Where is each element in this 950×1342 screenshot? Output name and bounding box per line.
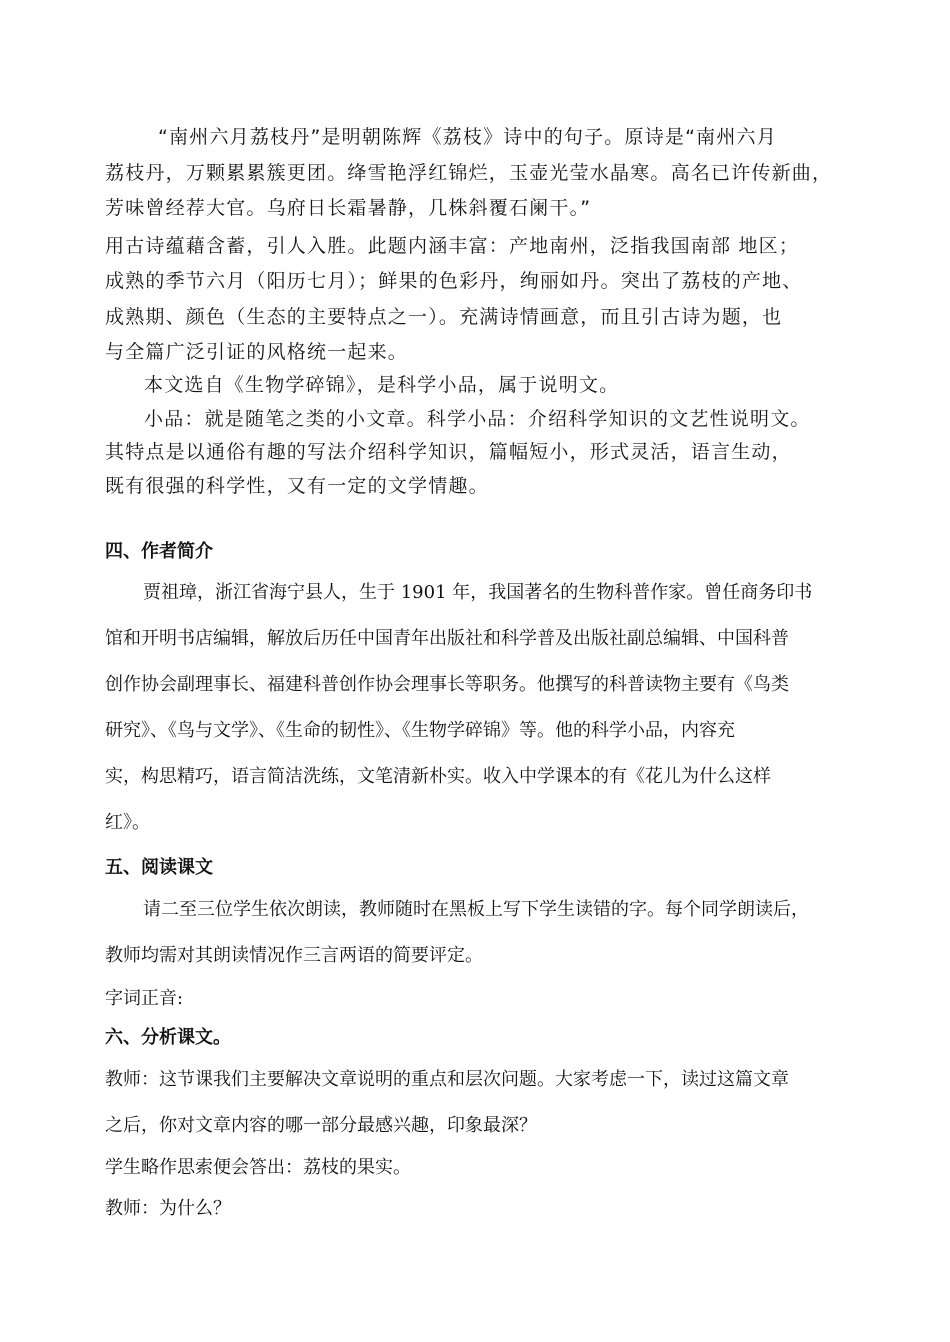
paragraph-line: 红》。 <box>105 812 150 833</box>
section-heading-read: 五、阅读课文 <box>105 857 213 878</box>
scan-line: 荔枝丹，万颗累累簇更团。绛雪艳浮红锦烂，玉壶光莹水晶寒。高名已许传新曲， <box>105 162 833 184</box>
section-heading-author: 四、作者简介 <box>105 541 213 562</box>
paragraph-line: 之后，你对文章内容的哪一部分最感兴趣，印象最深？ <box>105 1115 537 1136</box>
scan-line: 与全篇广泛引证的风格统一起来。 <box>105 341 409 363</box>
paragraph-line: 请二至三位学生依次朗读，教师随时在黑板上写下学生读错的字。每个同学朗读后， <box>143 899 809 920</box>
paragraph-line: 教师：为什么？ <box>105 1198 231 1219</box>
paragraph-line: 实，构思精巧，语言简洁洗练，文笔清新朴实。收入中学课本的有《花儿为什么这样 <box>105 766 771 787</box>
paragraph-line: 创作协会副理事长、福建科普创作协会理事长等职务。他撰写的科普读物主要有《鸟类 <box>105 674 789 695</box>
paragraph-line: 教师均需对其朗读情况作三言两语的简要评定。 <box>105 945 483 966</box>
scan-line: 用古诗蕴藉含蓄，引人入胜。此题内涵丰富：产地南州，泛指我国南部 地区； <box>105 235 800 257</box>
scan-line: 芳味曾经荐大官。乌府日长霜暑静，几株斜覆石阑干。” <box>105 197 592 219</box>
scan-line: 小品：就是随笔之类的小文章。科学小品：介绍科学知识的文艺性说明文。 <box>144 408 811 430</box>
scan-line: 成熟期、颜色（生态的主要特点之一）。充满诗情画意，而且引古诗为题，也 <box>105 306 783 328</box>
paragraph-line: 学生略作思索便会答出：荔枝的果实。 <box>105 1157 411 1178</box>
scan-line: 本文选自《生物学碎锦》，是科学小品，属于说明文。 <box>144 374 620 396</box>
paragraph-line: 教师：这节课我们主要解决文章说明的重点和层次问题。大家考虑一下，读过这篇文章 <box>105 1069 789 1090</box>
paragraph-line: 馆和开明书店编辑，解放后历任中国青年出版社和科学普及出版社副总编辑、中国科普 <box>105 628 789 649</box>
paragraph-line: 研究》、《鸟与文学》、《生命的韧性》、《生物学碎锦》等。他的科学小品，内容充 <box>105 720 735 741</box>
section-heading-analysis: 六、分析课文。 <box>105 1027 231 1048</box>
scan-line: “南州六月荔枝丹”是明朝陈辉《荔枝》诗中的句子。原诗是“南州六月 <box>158 126 777 148</box>
scan-line: 其特点是以通俗有趣的写法介绍科学知识，篇幅短小，形式灵活，语言生动， <box>105 441 792 463</box>
paragraph-line: 贾祖璋，浙江省海宁县人，生于 1901 年，我国著名的生物科普作家。曾任商务印书 <box>143 582 813 603</box>
scan-line: 既有很强的科学性，又有一定的文学情趣。 <box>105 475 489 497</box>
pronunciation-label: 字词正音: <box>105 988 184 1009</box>
scan-line: 成熟的季节六月（阳历七月）；鲜果的色彩丹，绚丽如丹。突出了荔枝的产地、 <box>105 270 803 292</box>
